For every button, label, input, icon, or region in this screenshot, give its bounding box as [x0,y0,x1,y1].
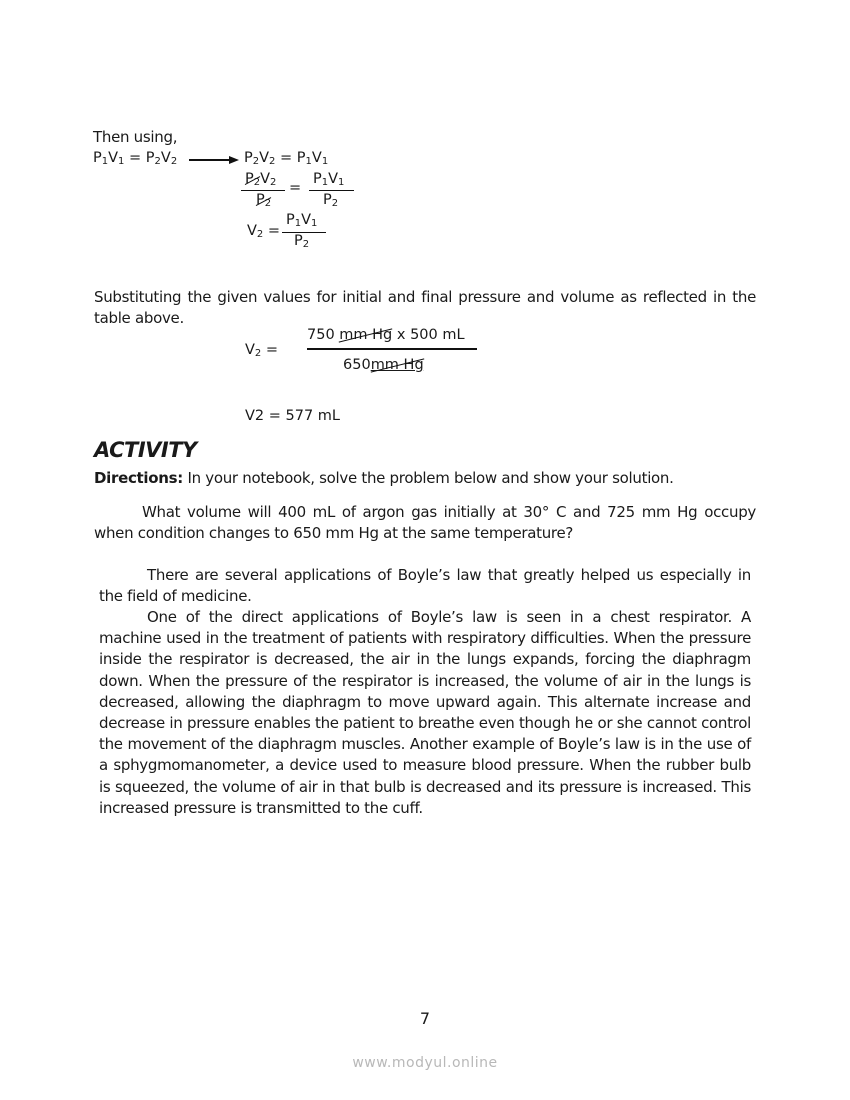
v2-numerator: $P_1V_1$ [286,212,318,229]
lhs-numerator: $P_2V_2$ [245,171,277,188]
result: V2 = 577 mL [245,408,341,424]
rhs-denominator: $P_2$ [323,192,339,209]
rearranged-equation: $P_2V_2 = P_1V_1$ [244,150,329,167]
footer-watermark: www.modyul.online [352,1055,498,1071]
arrow-icon [189,155,239,165]
substitution-denominator [343,357,424,373]
value-500-ml: x 500 mL [396,327,465,343]
v2-label: $V_2$ = [247,223,281,240]
directions [94,469,674,487]
cancelled-unit: mm Hg [370,357,424,373]
activity-heading: ACTIVITY [94,438,197,462]
fraction-bar [309,190,354,191]
directions-text: In your notebook, solve the problem below and show your solution. [182,469,674,487]
substitution-text: Substituting the given values for initial and final pressure and volume as reflected in the table above. [94,288,756,328]
lhs-denominator: $P_2$ [256,192,272,209]
cancelled-unit: mm Hg [339,327,393,343]
fraction-bar [241,190,285,191]
page-number: 7 [419,1009,431,1028]
applications-body: One of the direct applications of Boyle’s law is seen in a chest respirator. A machine used in the treatment of patients with respiratory difficulties. When the pressure inside the respirator is decreased, the air in the lungs expands, forcing the diaphragm down. When the pressure of the respirator is increased, the volume of air in the lungs is decreased, allowing the diaphragm to move upward again. This alternate increase and decrease in pressure enables the patient to breathe even though he or she cannot control the movement of the diaphragm muscles. Another example of Boyle’s law is in the use of a sphygmomanometer, a device used to measure blood pressure. When the rubber bulb is squeezed, the volume of air in that bulb is decreased and its pressure is increased. This increased pressure is transmitted to the cuff. [99,608,751,817]
equals-sign: = [289,180,302,196]
directions-label: Directions: [94,469,183,487]
v2-substitution-label: $V_2$ = [245,342,279,359]
boyles-law-equation: $P_1V_1 = P_2V_2$ [93,150,178,167]
v2-denominator: $P_2$ [294,233,310,250]
value-750: 750 [307,327,335,343]
applications-intro: There are several applications of Boyle’s law that greatly helped us especially in the field of medicine. [99,566,751,606]
intro-text: Then using, [93,128,178,146]
value-650: 650 [343,357,371,373]
activity-problem: What volume will 400 mL of argon gas initially at 30° C and 725 mm Hg occupy when condition changes to 650 mm Hg at the same temperature? [94,503,756,543]
substitution-numerator [307,327,465,343]
fraction-bar [307,348,477,350]
rhs-numerator: $P_1V_1$ [313,171,345,188]
